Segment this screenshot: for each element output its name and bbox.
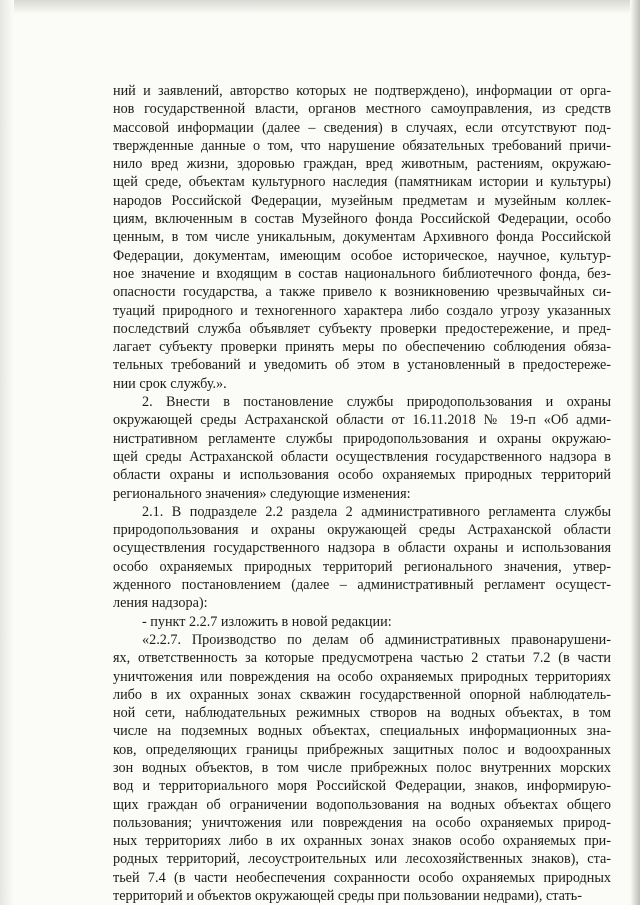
text-line: циям, включенным в состав Музейного фонда Российской Федерации, особо [113,211,611,228]
text-line: нии срок службу.». [113,375,227,392]
text-line: - пункт 2.2.7 изложить в новой редакции: [142,613,392,630]
text-line: ных территориях либо в их охранных зонах знаков особо охраняемых при- [113,833,611,850]
text-line: нов государственной власти, органов местного самоуправления, из средств [113,101,611,118]
text-line: либо в их охранных зонах скважин государственной опорной наблюдатель- [113,686,611,703]
text-line: 2.1. В подразделе 2.2 раздела 2 административного регламента службы [142,503,611,520]
text-line: нистративном регламенте службы природопользования и охраны окружаю- [113,430,611,447]
text-line: окружающей среды Астраханской области от 16.11.2018 № 19-п «Об адми- [113,412,611,429]
text-line: туаций природного и техногенного характера либо создало угрозу указанных [113,302,611,319]
text-line: 2. Внести в постановление службы природопользования и охраны [142,394,611,411]
paragraph-item-2-2-7-intro [113,613,611,631]
text-line: ях, ответственность за которые предусмотрена частью 2 статьи 7.2 (в части [113,650,611,667]
text-line: опасности государства, а также привело к возникновению чрезвычайных си- [113,284,611,301]
paragraph-continuation [113,82,611,393]
text-line: ное значение и входящим в состав национального библиотечного фонда, без- [113,265,611,282]
scan-shadow-right [630,0,640,905]
text-line: природопользования и охраны окружающей среды Астраханской области [113,522,611,539]
text-line: регионального значения» следующие изменения: [113,485,411,502]
paragraph-item-2 [113,393,611,503]
text-line: ков, определяющих границы прибрежных защитных полос и водоохранных [113,741,611,758]
text-line: особо охраняемых природных территорий регионального значения, утвер- [113,558,611,575]
text-line: области охраны и использования особо охраняемых природных территорий [113,467,611,484]
text-line: жденного постановлением (далее – административный регламент осущест- [113,577,611,594]
text-line: массовой информации (далее – сведения) в случаях, если отсутствуют под- [113,119,611,136]
text-line: народов Российской Федерации, музейным предметам и музейным коллек- [113,192,611,209]
text-line: территорий и объектов окружающей среды при пользовании недрами), стать- [113,888,582,905]
text-line: осуществления государственного надзора в области охраны и использования [113,540,611,557]
text-line: щей среды Астраханской области осуществления государственного надзора в [113,448,611,465]
text-line: твержденные данные о том, что нарушение обязательных требований причи- [113,137,611,154]
text-line: лагает субъекту проверки принять меры по обеспечению соблюдения обяза- [113,339,611,356]
text-line: ления надзора): [113,595,208,612]
text-line: ценным, в том числе уникальным, документам Архивного фонда Российской [113,229,611,246]
document-body [113,82,611,905]
paragraph-item-2-1 [113,503,611,613]
text-line: числе на подземных водных объектах, специальных информационных зна- [113,723,611,740]
text-line: тьей 7.4 (в части необеспечения сохранности особо охраняемых природных [113,869,611,886]
text-line: зон водных объектов, в том числе прибрежных полос внутренних морских [113,759,611,776]
scan-shadow-top [0,0,640,14]
scan-shadow-left [0,0,14,905]
text-line: пользования; уничтожения или повреждения на особо охраняемых природ- [113,814,611,831]
text-line: Федерации, документам, имеющим особое историческое, научное, культур- [113,247,611,264]
text-line: ний и заявлений, авторство которых не подтверждено), информации от орга- [113,83,611,99]
text-line: родных территорий, лесоустроительных или лесохозяйственных знаков), ста- [113,851,611,868]
text-line: щей среде, объектам культурного наследия (памятникам истории и культуры) [113,174,611,191]
text-line: вод и территориального моря Российской Федерации, знаков, информирую- [113,778,611,795]
text-line: уничтожения или повреждения на особо охраняемых природных территориях [113,668,611,685]
text-line: щих граждан об ограничении водопользования на водных объектах общего [113,796,611,813]
text-line: ной сети, наблюдательных режимных створов на водных объектах, в том [113,705,611,722]
text-line: тельных требований и уведомить об этом в установленный в предостереже- [113,357,611,374]
paragraph-item-2-2-7-text [113,631,611,905]
text-line: последствий служба объявляет субъекту проверки предостережение, и пред- [113,320,611,337]
text-line: «2.2.7. Производство по делам об административных правонарушени- [142,631,611,648]
text-line: нило вред жизни, здоровью граждан, вред животным, растениям, окружаю- [113,156,611,173]
